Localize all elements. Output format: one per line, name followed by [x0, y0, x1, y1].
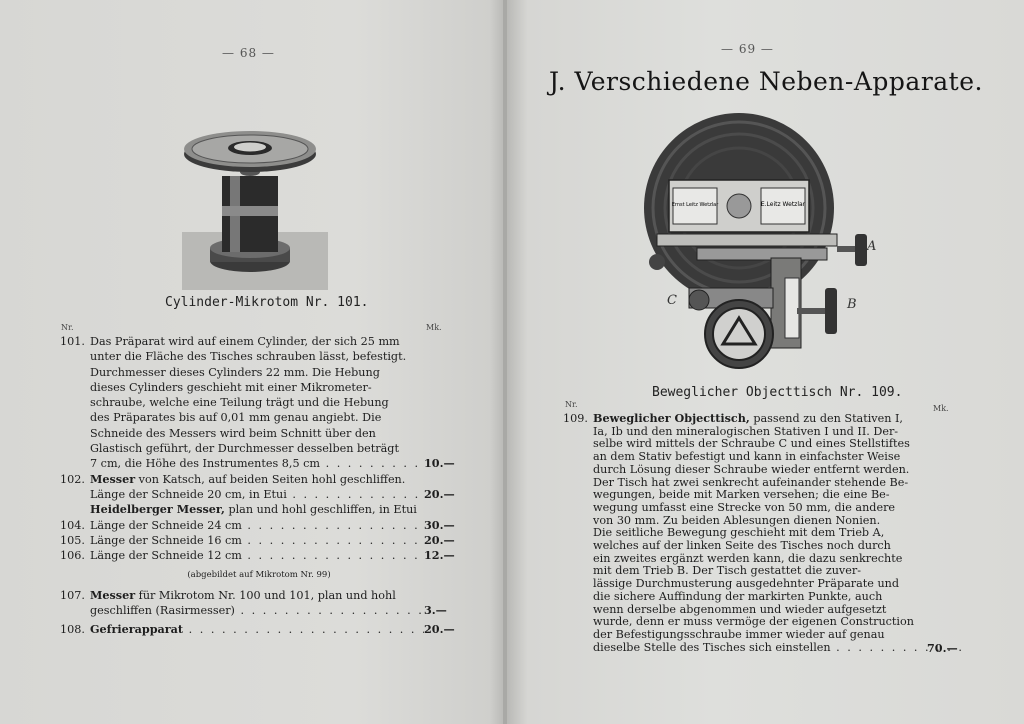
page-number: — 68 — [222, 46, 275, 60]
entry-109-price: 70.— [927, 641, 958, 655]
entry-109 [563, 412, 963, 654]
list-item: unter die Fläche des Tisches schrauben lässt, befestigt. [90, 350, 407, 364]
column-header-nr: Nr. [61, 323, 74, 332]
list-item: des Präparates bis auf 0,01 mm genau angiebt. Die [90, 411, 382, 425]
list-item: 106. Länge der Schneide 12 cm . . . 12.— [60, 548, 458, 563]
list-item: 104. Länge der Schneide 24 cm . . . 30.— [60, 518, 458, 533]
list-note: (abgebildet auf Mikrotom Nr. 99) [187, 570, 331, 581]
cylinder-microtome-illustration [178, 120, 330, 296]
column-header-mk: Mk. [933, 404, 949, 413]
mechanical-stage-illustration [637, 108, 887, 378]
column-header-mk: Mk. [426, 323, 442, 332]
list-item: Länge der Schneide 20 cm, in Etui . . . 20.— [60, 487, 458, 502]
list-item: 109. Beweglicher Objecttisch, passend zu den Stativen I, [563, 412, 903, 425]
list-item: Heidelberger Messer, plan und hohl geschliffen, in Etui [90, 502, 417, 517]
list-item: schraube, welche eine Teilung trägt und die Hebung [90, 396, 389, 410]
plate-right-label: E.Leitz Wetzlar [760, 201, 806, 208]
list-item: dieses Cylinders geschieht mit einer Mikrometer- [90, 380, 372, 394]
plate-left-label: Ernst Leitz Wetzlar [671, 202, 719, 208]
list-item: Glastisch geführt, der Durchmesser desselben beträgt [90, 442, 399, 456]
label-a: A [867, 239, 877, 254]
column-header-nr: Nr. [565, 400, 578, 409]
section-title: J. Verschiedene Neben-Apparate. [549, 67, 983, 96]
price-list [60, 334, 458, 638]
list-item: geschliffen (Rasirmesser) . . . 3.— [60, 603, 458, 618]
left-page [0, 0, 505, 724]
right-page [507, 0, 1024, 724]
list-item: Schneide des Messers wird beim Schnitt über den [90, 426, 376, 440]
figure-caption: Beweglicher Objecttisch Nr. 109. [652, 385, 903, 400]
list-item: 108. Gefrierapparat . . . 20.— [60, 622, 458, 637]
figure-caption: Cylinder-Mikrotom Nr. 101. [165, 295, 369, 310]
list-item: 107. Messer für Mikrotom Nr. 100 und 101, plan und hohl [60, 587, 396, 602]
list-item: 102. Messer von Katsch, auf beiden Seiten hohl geschliffen. [60, 471, 406, 486]
list-item: Durchmesser dieses Cylinders 22 mm. Die Hebung [90, 365, 380, 379]
entry-body: Ia, Ib und den mineralogischen Stativen I und II. Der- selbe wird mittels der Schraube C und eines Stellstiftes an dem Stativ befestigt und kann in einfachster Weise durch Lösung dieser Schraube wieder entfernt werden. Der Tisch hat zwei senkrecht aufeinander stehende Be- wegungen, beide mit Marken versehen; die eine Be- wegung umfasst eine Strecke von 50 mm, die andere von 30 mm. Zu beiden Ablesungen dienen Nonien. Die seitliche Bewegung geschieht mit dem Trieb A, welches auf der linken Seite des Tisches noch durch ein zweites ergänzt werden kann, die dazu senkrechte mit dem Trieb B. Der Tisch gestattet die zuver- lässige Durchmusterung ausgedehnter Präparate und die sichere Auffindung der markirten Punkte, auch wenn derselbe abgenommen und wieder aufgesetzt wurde, denn er muss vermöge der eigenen Construction der Befestigungsschraube immer wieder auf genau [593, 424, 914, 641]
page-number: — 69 — [721, 42, 774, 56]
list-item: 101. Das Präparat wird auf einem Cylinder, der sich 25 mm [60, 335, 400, 348]
label-c: C [667, 293, 677, 308]
label-b: B [847, 297, 857, 312]
list-item: 7 cm, die Höhe des Instrumentes 8,5 cm . . . 10.— [60, 456, 458, 471]
list-item: dieselbe Stelle des Tisches sich einstellen . . . [593, 642, 963, 655]
list-item: 105. Länge der Schneide 16 cm . . . 20.— [60, 533, 458, 548]
